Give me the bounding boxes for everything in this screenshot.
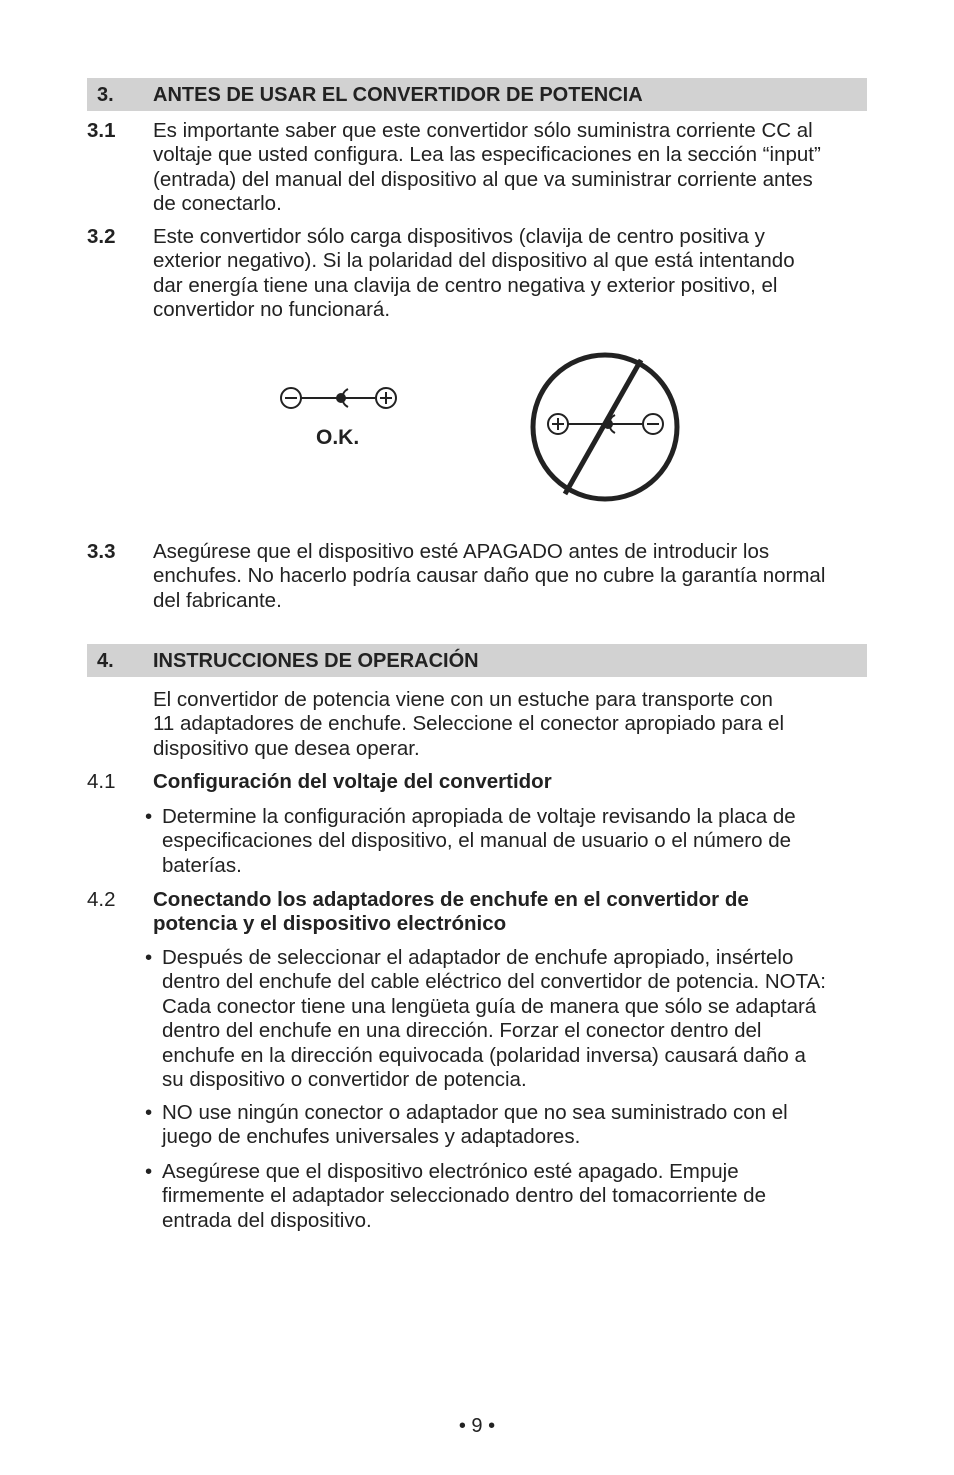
- text-line: exterior negativo). Si la polaridad del dispositivo al que está intentando: [153, 249, 795, 273]
- text-line: su dispositivo o convertidor de potencia.: [162, 1068, 527, 1092]
- text-line: entrada del dispositivo.: [162, 1208, 372, 1232]
- bullet-4-2-2: [162, 1101, 868, 1150]
- polarity-ok-diagram: [278, 383, 408, 413]
- section-3-title: ANTES DE USAR EL CONVERTIDOR DE POTENCIA: [153, 84, 643, 106]
- polarity-reversed-prohibited-diagram: [530, 352, 680, 502]
- item-4-2-number: 4.2: [87, 888, 116, 911]
- text-line: enchufe en la dirección equivocada (polaridad inversa) causará daño a: [162, 1043, 806, 1067]
- section-3-header: [87, 78, 867, 111]
- section-4-title: INSTRUCCIONES DE OPERACIÓN: [153, 650, 479, 672]
- text-line: enchufes. No hacerlo podría causar daño que no cubre la garantía normal: [153, 564, 826, 588]
- text-line: especificaciones del dispositivo, el manual de usuario o el número de: [162, 829, 792, 853]
- text-line: Asegúrese que el dispositivo esté APAGADO antes de introducir los: [153, 540, 770, 563]
- item-4-1-number: 4.1: [87, 770, 116, 793]
- text-line: Cada conector tiene una lengüeta guía de manera que sólo se adaptará: [162, 994, 817, 1018]
- text-line: Determine la configuración apropiada de voltaje revisando la placa de: [162, 805, 796, 828]
- bullet-marker: •: [145, 1101, 153, 1124]
- text-line: Después de seleccionar el adaptador de enchufe apropiado, insértelo: [162, 946, 794, 969]
- item-3-1-number: 3.1: [87, 119, 116, 142]
- text-line: del fabricante.: [153, 588, 282, 612]
- text-line: Es importante saber que este convertidor sólo suministra corriente CC al: [153, 119, 813, 142]
- text-line: Conectando los adaptadores de enchufe en el convertidor de: [153, 888, 749, 911]
- item-4-2-title: [153, 888, 868, 937]
- text-line: NO use ningún conector o adaptador que no sea suministrado con el: [162, 1101, 788, 1124]
- item-3-2-text: [153, 225, 868, 323]
- text-line: baterías.: [162, 853, 242, 877]
- text-line: voltaje que usted configura. Lea las especificaciones en la sección “input”: [153, 143, 821, 167]
- section-4-header: [87, 644, 867, 677]
- text-line: (entrada) del manual del dispositivo al que va suministrar corriente antes: [153, 167, 813, 191]
- text-line: juego de enchufes universales y adaptadores.: [162, 1125, 581, 1149]
- text-line: convertidor no funcionará.: [153, 298, 391, 322]
- text-line: dentro del enchufe del cable eléctrico del convertidor de potencia. NOTA:: [162, 970, 826, 994]
- text-line: dentro del enchufe en una dirección. Forzar el conector dentro del: [162, 1019, 762, 1043]
- section-3-number: 3.: [97, 84, 114, 106]
- section-4-number: 4.: [97, 650, 114, 672]
- bullet-marker: •: [145, 1160, 153, 1183]
- bullet-4-1-1: [162, 805, 868, 878]
- text-line: El convertidor de potencia viene con un estuche para transporte con: [153, 688, 773, 711]
- item-3-3-number: 3.3: [87, 540, 116, 563]
- text-line: 11 adaptadores de enchufe. Seleccione el conector apropiado para el: [153, 712, 785, 736]
- item-3-2-number: 3.2: [87, 225, 116, 248]
- text-line: firmemente el adaptador seleccionado dentro del tomacorriente de: [162, 1184, 766, 1208]
- text-line: Asegúrese que el dispositivo electrónico esté apagado. Empuje: [162, 1160, 739, 1183]
- ok-label: O.K.: [316, 426, 360, 449]
- bullet-4-2-1: [162, 946, 868, 1092]
- prohibited-slash-icon: [565, 360, 641, 494]
- text-line: de conectarlo.: [153, 192, 282, 216]
- bullet-4-2-3: [162, 1160, 868, 1233]
- item-3-3-text: [153, 540, 868, 613]
- text-line: dar energía tiene una clavija de centro negativa y exterior positivo, el: [153, 273, 778, 297]
- text-line: dispositivo que desea operar.: [153, 736, 420, 760]
- text-line: potencia y el dispositivo electrónico: [153, 912, 507, 936]
- text-line: Este convertidor sólo carga dispositivos (clavija de centro positiva y: [153, 225, 765, 248]
- page-number: • 9 •: [458, 1415, 496, 1437]
- item-4-1-title: Configuración del voltaje del convertidor: [153, 770, 552, 793]
- bullet-marker: •: [145, 946, 153, 969]
- bullet-marker: •: [145, 805, 153, 828]
- item-3-1-text: [153, 119, 868, 217]
- section-4-intro: [153, 688, 868, 761]
